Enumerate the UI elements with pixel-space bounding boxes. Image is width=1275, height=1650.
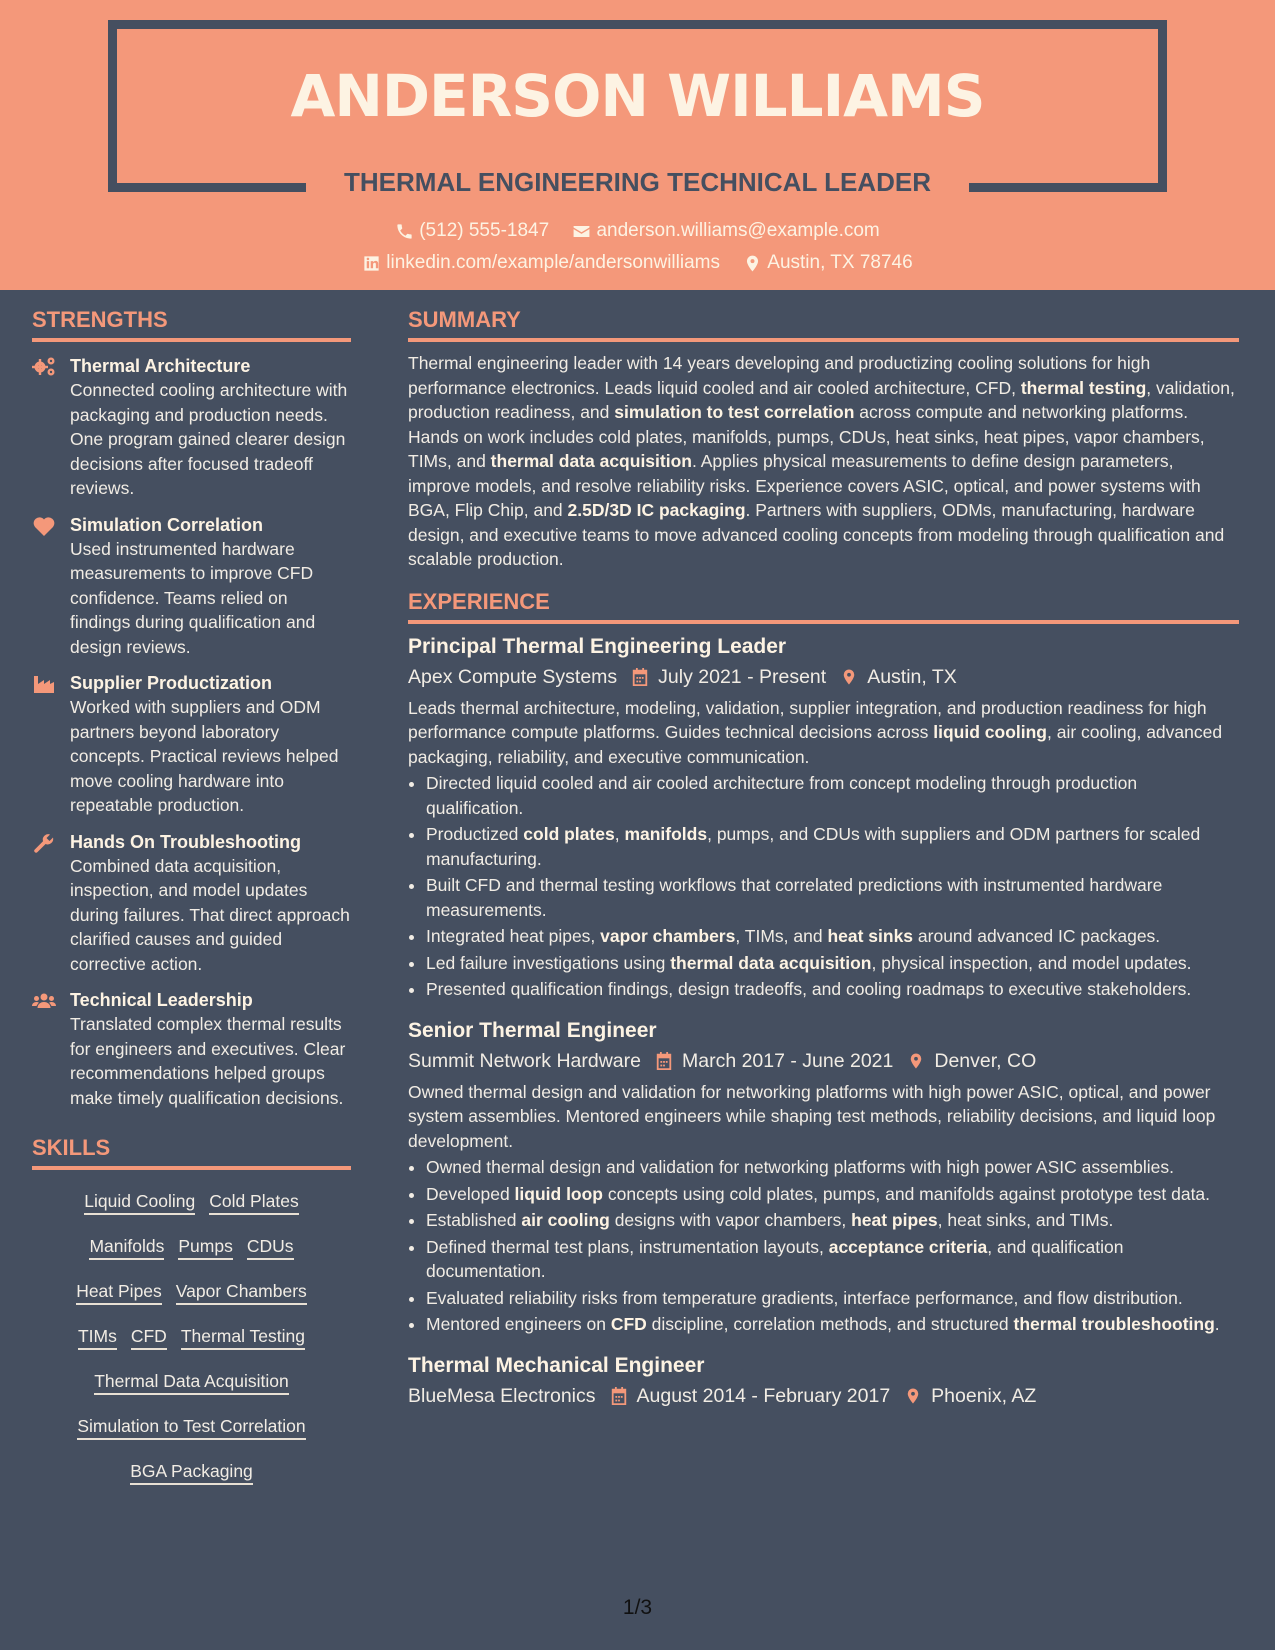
strength-item <box>32 830 351 977</box>
skills-heading: SKILLS <box>32 1135 351 1170</box>
text-segment: , TIMs, and <box>735 926 828 946</box>
job-location: Phoenix, AZ <box>931 1384 1037 1407</box>
job-entry <box>408 632 1239 1002</box>
job-entry <box>408 1351 1239 1411</box>
skill-tag: Thermal Data Acquisition <box>94 1369 289 1395</box>
skill-tag: Cold Plates <box>209 1189 299 1215</box>
job-location: Denver, CO <box>934 1049 1037 1072</box>
job-location: Austin, TX <box>867 665 957 688</box>
strength-item <box>32 671 351 818</box>
job-bullet <box>426 822 1239 871</box>
text-segment: Leads thermal architecture, modeling, validation, supplier integration, and production readiness for high performance compute platforms. Guides technical decisions across <box>408 697 1207 742</box>
experience-heading: EXPERIENCE <box>408 589 1239 624</box>
text-segment: discipline, correlation methods, and structured <box>646 1314 1014 1334</box>
emphasis-text: thermal data acquisition <box>670 952 872 973</box>
right-column <box>408 290 1239 1411</box>
envelope-icon <box>572 222 591 241</box>
strength-title: Hands On Troubleshooting <box>70 831 301 852</box>
strength-title: Thermal Architecture <box>70 356 251 376</box>
strength-description: Combined data acquisition, inspection, and model updates during failures. That direct approach clarified causes and guided corrective action. <box>70 855 350 974</box>
strength-item <box>32 513 351 660</box>
job-company: Summit Network Hardware <box>408 1049 641 1072</box>
job-bullet <box>426 977 1239 1002</box>
text-segment: , and qualification documentation. <box>426 1236 1124 1281</box>
job-title: Principal Thermal Engineering Leader <box>408 634 787 658</box>
map-pin-icon <box>907 1051 925 1071</box>
text-segment: Directed liquid cooled and air cooled architecture from concept modeling through production qualification. <box>426 773 1138 818</box>
text-segment: . Applies physical measurements to define design parameters, improve models, and resolve reliability risks. Experience covers ASIC, optical, and power systems with BGA, Flip Chip, and <box>408 451 1201 520</box>
text-segment: , <box>614 824 625 844</box>
skill-tag: CDUs <box>247 1234 294 1260</box>
text-segment: Mentored engineers on <box>426 1314 611 1334</box>
email-address: anderson.williams@example.com <box>596 220 880 241</box>
strength-title: Supplier Productization <box>70 673 273 693</box>
contact-line-1 <box>0 220 1275 247</box>
emphasis-text: manifolds <box>624 824 708 844</box>
job-meta <box>408 1381 1239 1411</box>
text-segment: Owned thermal design and validation for networking platforms with high power ASIC, optical, and power system assemblies. Mentored engineers while shaping test methods, reliability decisions, and liquid loop development. <box>408 1081 1216 1151</box>
emphasis-text: air cooling <box>521 1210 610 1230</box>
job-company: BlueMesa Electronics <box>408 1384 596 1407</box>
job-description <box>408 696 1239 770</box>
emphasis-text: thermal data acquisition <box>490 451 692 471</box>
email-contact[interactable] <box>572 220 879 242</box>
phone-number: (512) 555-1847 <box>419 220 550 241</box>
summary-heading: SUMMARY <box>408 307 1239 342</box>
calendar-icon <box>610 1386 628 1406</box>
strength-item <box>32 354 351 501</box>
job-dates: August 2014 - February 2017 <box>636 1384 891 1407</box>
text-segment: , pumps, and CDUs with suppliers and ODM partners for scaled manufacturing. <box>426 824 1201 869</box>
phone-icon <box>395 222 414 241</box>
emphasis-text: acceptance criteria <box>828 1236 988 1257</box>
emphasis-text: cold plates <box>523 824 615 844</box>
linkedin-contact[interactable] <box>362 252 720 274</box>
text-segment: , heat sinks, and TIMs. <box>937 1210 1114 1230</box>
job-entry <box>408 1016 1239 1337</box>
job-description <box>408 1080 1239 1154</box>
strength-description: Translated complex thermal results for engineers and executives. Clear recommendations helped groups make timely qualification decisions. <box>70 1014 346 1108</box>
users-icon <box>32 990 56 1012</box>
text-segment: Led failure investigations using <box>426 952 671 973</box>
text-segment: Owned thermal design and validation for networking platforms with high power ASIC assemblies. <box>426 1157 1175 1177</box>
skill-tag: Simulation to Test Correlation <box>77 1414 305 1440</box>
text-segment: Productized <box>426 824 524 844</box>
candidate-headline: THERMAL ENGINEERING TECHNICAL LEADER <box>344 167 931 197</box>
job-bullet <box>426 1235 1239 1284</box>
skill-tag: CFD <box>131 1324 167 1350</box>
job-bullet <box>426 951 1239 976</box>
text-segment: Built CFD and thermal testing workflows that correlated predictions with instrumented hardware measurements. <box>426 875 1163 920</box>
emphasis-text: simulation to test correlation <box>614 402 855 422</box>
job-bullets <box>426 771 1239 1002</box>
location-text: Austin, TX 78746 <box>767 252 913 273</box>
wrench-icon <box>32 832 56 854</box>
strength-description: Connected cooling architecture with packaging and production needs. One program gained clearer design decisions after focused tradeoff reviews. <box>70 380 348 498</box>
job-bullet <box>426 771 1239 820</box>
phone-contact[interactable] <box>395 220 549 242</box>
job-title: Senior Thermal Engineer <box>408 1018 657 1042</box>
left-column <box>32 290 351 1495</box>
strength-description: Used instrumented hardware measurements to improve CFD confidence. Teams relied on findings during qualification and design reviews. <box>70 538 316 657</box>
text-segment: Evaluated reliability risks from temperature gradients, interface performance, and flow distribution. <box>426 1287 1183 1308</box>
map-pin-icon <box>840 667 858 687</box>
job-bullet <box>426 1155 1239 1180</box>
strength-description: Worked with suppliers and ODM partners beyond laboratory concepts. Practical reviews helped move cooling hardware into repeatable production. <box>70 697 339 815</box>
calendar-icon <box>655 1051 673 1071</box>
text-segment: Established <box>426 1210 522 1230</box>
emphasis-text: heat sinks <box>827 926 914 946</box>
text-segment: , physical inspection, and model updates. <box>871 952 1192 973</box>
skill-tag: TIMs <box>78 1324 117 1350</box>
strength-title: Simulation Correlation <box>70 514 264 535</box>
skill-tag: Heat Pipes <box>76 1279 162 1305</box>
text-segment: concepts using cold plates, pumps, and manifolds against prototype test data. <box>603 1183 1211 1204</box>
skill-tag: Thermal Testing <box>181 1324 305 1350</box>
job-dates: July 2021 - Present <box>658 665 827 688</box>
job-meta <box>408 1046 1239 1076</box>
job-dates: March 2017 - June 2021 <box>681 1049 894 1072</box>
map-pin-icon <box>743 254 762 273</box>
text-segment: across compute and networking platforms. Hands on work includes cold plates, manifolds, pumps, CDUs, heat sinks, heat pipes, vapor chambers, TIMs, and <box>408 402 1205 471</box>
location-contact <box>743 252 912 274</box>
text-segment: . <box>1214 1314 1220 1334</box>
skill-tag: Liquid Cooling <box>84 1189 195 1215</box>
job-bullet <box>426 1312 1239 1337</box>
text-segment: , air cooling, advanced packaging, reliability, and executive communication. <box>408 722 1223 767</box>
skill-tag: Manifolds <box>89 1234 164 1260</box>
job-bullet <box>426 873 1239 922</box>
heart-icon <box>32 515 56 537</box>
job-bullet <box>426 1286 1239 1311</box>
job-title: Thermal Mechanical Engineer <box>408 1353 705 1377</box>
job-bullets <box>426 1155 1239 1337</box>
linkedin-icon <box>362 254 381 273</box>
text-segment: Thermal engineering leader with 14 years developing and productizing cooling solutions for high performance electronics. Leads liquid cooled and air cooled architecture, CFD, <box>408 353 1151 398</box>
strength-title: Technical Leadership <box>70 990 253 1010</box>
emphasis-text: CFD <box>610 1314 647 1334</box>
emphasis-text: liquid cooling <box>933 722 1047 742</box>
emphasis-text: vapor chambers <box>600 926 736 946</box>
job-company: Apex Compute Systems <box>408 665 618 688</box>
emphasis-text: thermal troubleshooting <box>1013 1314 1215 1334</box>
strengths-list <box>32 354 351 1110</box>
text-segment: Presented qualification findings, design tradeoffs, and cooling roadmaps to executive stakeholders. <box>426 979 1192 999</box>
job-bullet <box>426 924 1239 949</box>
skill-tag: Vapor Chambers <box>176 1279 307 1305</box>
candidate-name: ANDERSON WILLIAMS <box>290 62 985 130</box>
text-segment: . Partners with suppliers, ODMs, manufacturing, hardware design, and executive teams to move advanced cooling concepts from modeling through qualification and scalable production. <box>408 500 1225 569</box>
strength-item <box>32 988 351 1110</box>
text-segment: Integrated heat pipes, <box>426 926 601 946</box>
skills-list <box>32 1170 351 1495</box>
skill-tag: BGA Packaging <box>130 1459 253 1485</box>
text-segment: , validation, production readiness, and <box>408 377 1235 422</box>
summary-text <box>408 351 1239 572</box>
emphasis-text: 2.5D/3D IC packaging <box>567 500 746 520</box>
job-bullet <box>426 1182 1239 1207</box>
linkedin-url: linkedin.com/example/andersonwilliams <box>386 252 720 273</box>
job-meta <box>408 662 1239 692</box>
text-segment: Defined thermal test plans, instrumentation layouts, <box>426 1236 829 1257</box>
emphasis-text: heat pipes <box>851 1210 938 1230</box>
skill-tag: Pumps <box>178 1234 232 1260</box>
map-pin-icon <box>904 1386 922 1406</box>
calendar-icon <box>631 667 649 687</box>
text-segment: designs with vapor chambers, <box>609 1210 852 1230</box>
gears-icon <box>32 356 56 378</box>
text-segment: around advanced IC packages. <box>913 926 1161 946</box>
emphasis-text: liquid loop <box>514 1183 603 1204</box>
industry-icon <box>32 673 56 695</box>
job-bullet <box>426 1208 1239 1233</box>
resume-header <box>0 0 1275 290</box>
text-segment: Developed <box>426 1183 515 1204</box>
emphasis-text: thermal testing <box>1020 377 1147 398</box>
contact-line-2 <box>0 252 1275 279</box>
page-number: 1/3 <box>622 1596 653 1619</box>
strengths-heading: STRENGTHS <box>32 307 351 342</box>
